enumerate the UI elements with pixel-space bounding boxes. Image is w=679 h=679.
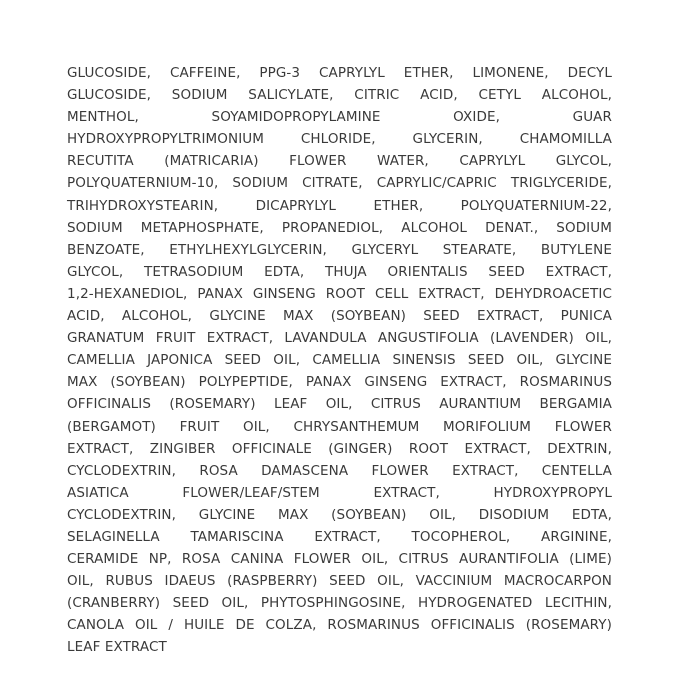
ingredients-line: EXTRACT, ZINGIBER OFFICINALE (GINGER) ROOT EXTRACT, DEXTRIN, (67, 440, 612, 457)
ingredients-line: (BERGAMOT) FRUIT OIL, CHRYSANTHEMUM MORIFOLIUM FLOWER (67, 418, 612, 435)
ingredients-line: ACID, ALCOHOL, GLYCINE MAX (SOYBEAN) SEED EXTRACT, PUNICA (67, 308, 612, 325)
ingredients-line: 1,2-HEXANEDIOL, PANAX GINSENG ROOT CELL EXTRACT, DEHYDROACETIC (67, 285, 612, 302)
ingredients-line: CERAMIDE NP, ROSA CANINA FLOWER OIL, CITRUS AURANTIFOLIA (LIME) (67, 551, 612, 568)
ingredients-line: SELAGINELLA TAMARISCINA EXTRACT, TOCOPHEROL, ARGININE, (67, 528, 612, 545)
ingredients-line: SODIUM METAPHOSPHATE, PROPANEDIOL, ALCOHOL DENAT., SODIUM (67, 219, 612, 236)
ingredients-line: BENZOATE, ETHYLHEXYLGLYCERIN, GLYCERYL STEARATE, BUTYLENE (67, 241, 612, 258)
ingredients-line: POLYQUATERNIUM-10, SODIUM CITRATE, CAPRYLIC/CAPRIC TRIGLYCERIDE, (67, 175, 612, 192)
ingredients-line: RECUTITA (MATRICARIA) FLOWER WATER, CAPRYLYL GLYCOL, (67, 153, 612, 170)
ingredients-line: GLUCOSIDE, CAFFEINE, PPG-3 CAPRYLYL ETHER, LIMONENE, DECYL (67, 65, 612, 81)
ingredients-list (67, 62, 612, 659)
ingredients-line: CYCLODEXTRIN, ROSA DAMASCENA FLOWER EXTRACT, CENTELLA (67, 462, 612, 479)
ingredients-line: ASIATICA FLOWER/LEAF/STEM EXTRACT, HYDROXYPROPYL (67, 484, 612, 501)
ingredients-line: (CRANBERRY) SEED OIL, PHYTOSPHINGOSINE, HYDROGENATED LECITHIN, (67, 595, 612, 612)
ingredients-line: TRIHYDROXYSTEARIN, DICAPRYLYL ETHER, POLYQUATERNIUM-22, (67, 197, 612, 214)
ingredients-line: GLUCOSIDE, SODIUM SALICYLATE, CITRIC ACID, CETYL ALCOHOL, (67, 87, 612, 104)
ingredients-line: OIL, RUBUS IDAEUS (RASPBERRY) SEED OIL, VACCINIUM MACROCARPON (67, 573, 612, 590)
ingredients-line: GLYCOL, TETRASODIUM EDTA, THUJA ORIENTALIS SEED EXTRACT, (67, 263, 612, 280)
ingredients-line: MAX (SOYBEAN) POLYPEPTIDE, PANAX GINSENG EXTRACT, ROSMARINUS (67, 374, 612, 391)
ingredients-line: LEAF EXTRACT (67, 639, 167, 656)
ingredients-line: OFFICINALIS (ROSEMARY) LEAF OIL, CITRUS AURANTIUM BERGAMIA (67, 396, 612, 413)
ingredients-line: MENTHOL, SOYAMIDOPROPYLAMINE OXIDE, GUAR (67, 109, 612, 126)
ingredients-line: CAMELLIA JAPONICA SEED OIL, CAMELLIA SINENSIS SEED OIL, GLYCINE (67, 352, 612, 369)
ingredients-line: CANOLA OIL / HUILE DE COLZA, ROSMARINUS OFFICINALIS (ROSEMARY) (67, 617, 612, 634)
ingredients-line: CYCLODEXTRIN, GLYCINE MAX (SOYBEAN) OIL, DISODIUM EDTA, (67, 506, 612, 523)
ingredients-line: HYDROXYPROPYLTRIMONIUM CHLORIDE, GLYCERIN, CHAMOMILLA (67, 131, 612, 148)
ingredients-line: GRANATUM FRUIT EXTRACT, LAVANDULA ANGUSTIFOLIA (LAVENDER) OIL, (67, 330, 612, 347)
